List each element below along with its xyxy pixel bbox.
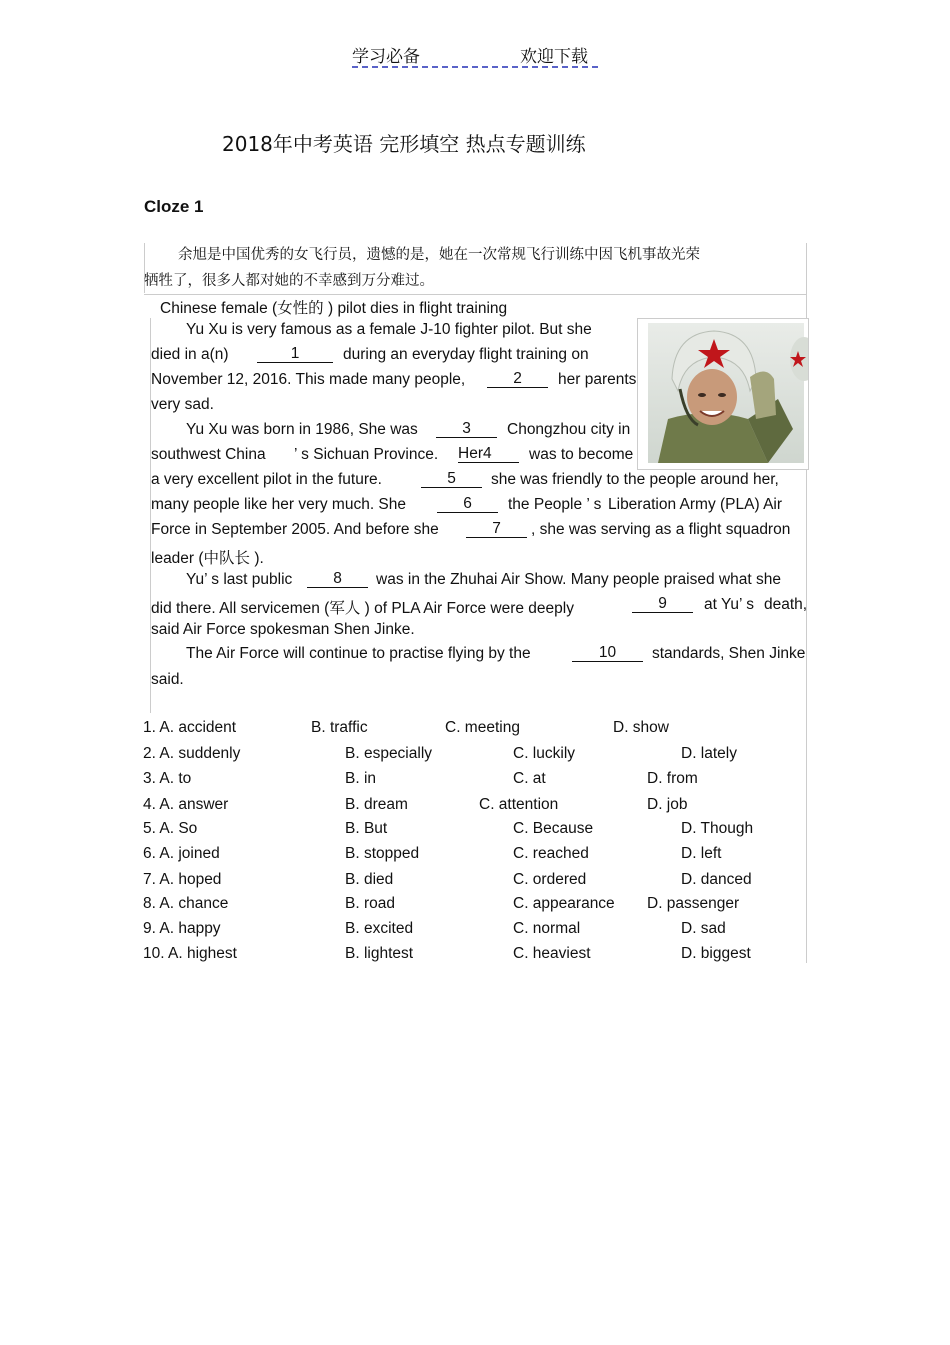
option-7-d: D. danced <box>681 871 752 888</box>
blank-5: 5 <box>421 471 482 488</box>
option-4-a: 4. A. answer <box>143 796 229 813</box>
option-3-d: D. from <box>647 770 698 787</box>
option-3-b: B. in <box>345 770 377 787</box>
passage-line: Liberation Army (PLA) Air <box>608 496 783 513</box>
pilot-photo-image <box>638 319 808 469</box>
option-5-d: D. Though <box>681 820 754 837</box>
passage-line: many people like her very much. She <box>151 496 407 513</box>
option-2-b: B. especially <box>345 745 433 762</box>
header-right: 欢迎下载 <box>520 47 588 67</box>
passage-line: death, <box>764 596 808 613</box>
option-6-c: C. reached <box>513 845 589 862</box>
passage-line: said Air Force spokesman Shen Jinke. <box>151 621 415 638</box>
option-10-d: D. biggest <box>681 945 751 962</box>
passage-line: a very excellent pilot in the future. <box>151 471 382 488</box>
page-header <box>352 42 598 68</box>
passage-line: Chongzhou city in <box>507 421 631 438</box>
page-title: 2018年中考英语 完形填空 热点专题训练 <box>222 132 586 156</box>
passage-line: Force in September 2005. And before she <box>151 521 439 538</box>
option-9-d: D. sad <box>681 920 726 937</box>
blank-3: 3 <box>436 421 497 438</box>
option-1-a: 1. A. accident <box>143 719 237 736</box>
passage-line: standards, Shen Jinke <box>652 645 806 662</box>
option-3-a: 3. A. to <box>143 770 192 787</box>
option-2-a: 2. A. suddenly <box>143 745 241 762</box>
passage-line: November 12, 2016. This made many people, <box>151 371 466 388</box>
blank-2: 2 <box>487 371 548 388</box>
option-10-a: 10. A. highest <box>143 945 237 962</box>
passage-line: Yu Xu was born in 1986, She was <box>186 421 418 438</box>
passage-line: southwest China <box>151 446 266 463</box>
passage-line: did there. All servicemen (军人 ) of PLA Air Force were deeply <box>151 600 574 617</box>
option-8-c: C. appearance <box>513 895 615 912</box>
option-4-c: C. attention <box>479 796 559 813</box>
passage-line: during an everyday flight training on <box>343 346 589 363</box>
blank-4-her: Her <box>458 445 483 462</box>
passage-line: leader (中队长 ). <box>151 550 264 567</box>
passage-line: very sad. <box>151 396 214 413</box>
option-5-b: B. But <box>345 820 388 837</box>
option-7-b: B. died <box>345 871 394 888</box>
passage-line: ’ s Sichuan Province. <box>294 446 439 463</box>
passage-line: at Yu’ s <box>704 596 754 613</box>
option-6-a: 6. A. joined <box>143 845 220 862</box>
passage-line: Yu Xu is very famous as a female J-10 fighter pilot. But she <box>186 321 592 338</box>
intro-line-1: 余旭是中国优秀的女飞行员，遗憾的是，她在一次常规飞行训练中因飞机事故光荣 <box>178 247 700 263</box>
passage-line: died in a(n) <box>151 346 229 363</box>
option-10-b: B. lightest <box>345 945 414 962</box>
passage-line: said. <box>151 671 184 688</box>
frame-top-divider <box>144 294 806 295</box>
option-8-a: 8. A. chance <box>143 895 229 912</box>
option-8-b: B. road <box>345 895 395 912</box>
cloze-title: Cloze 1 <box>144 197 204 216</box>
passage-line: the People ’ s <box>508 496 602 513</box>
passage-line: was to become <box>529 446 634 463</box>
blank-7: 7 <box>466 521 527 538</box>
option-6-b: B. stopped <box>345 845 420 862</box>
option-7-c: C. ordered <box>513 871 587 888</box>
option-10-c: C. heaviest <box>513 945 591 962</box>
option-9-a: 9. A. happy <box>143 920 221 937</box>
blank-10: 10 <box>572 645 643 662</box>
blank-4-label <box>458 446 519 463</box>
passage-line: Yu’ s last public <box>186 571 293 588</box>
option-8-d: D. passenger <box>647 895 740 912</box>
option-5-c: C. Because <box>513 820 594 837</box>
option-1-d: D. show <box>613 719 669 736</box>
blank-6: 6 <box>437 496 498 513</box>
header-left: 学习必备 <box>352 47 420 67</box>
option-7-a: 7. A. hoped <box>143 871 222 888</box>
option-4-d: D. job <box>647 796 688 813</box>
blank-4: 4 <box>482 445 492 462</box>
passage-line: The Air Force will continue to practise flying by the <box>186 645 531 662</box>
option-6-d: D. left <box>681 845 722 862</box>
pilot-photo <box>637 318 809 470</box>
option-9-c: C. normal <box>513 920 581 937</box>
option-4-b: B. dream <box>345 796 408 813</box>
option-2-c: C. luckily <box>513 745 576 762</box>
option-3-c: C. at <box>513 770 546 787</box>
headline: Chinese female (女性的 ) pilot dies in flight training <box>160 300 508 317</box>
option-5-a: 5. A. So <box>143 820 198 837</box>
passage-line: was in the Zhuhai Air Show. Many people praised what she <box>376 571 781 588</box>
passage-line: she was friendly to the people around her, <box>491 471 779 488</box>
blank-8: 8 <box>307 571 368 588</box>
blank-9: 9 <box>632 596 693 613</box>
passage-line: her parents <box>558 371 637 388</box>
option-1-c: C. meeting <box>445 719 520 736</box>
blank-1: 1 <box>257 346 333 363</box>
option-9-b: B. excited <box>345 920 414 937</box>
option-1-b: B. traffic <box>311 719 368 736</box>
passage-line: , she was serving as a flight squadron <box>531 521 791 538</box>
intro-line-2: 牺牲了，很多人都对她的不幸感到万分难过。 <box>144 273 434 289</box>
option-2-d: D. lately <box>681 745 737 762</box>
